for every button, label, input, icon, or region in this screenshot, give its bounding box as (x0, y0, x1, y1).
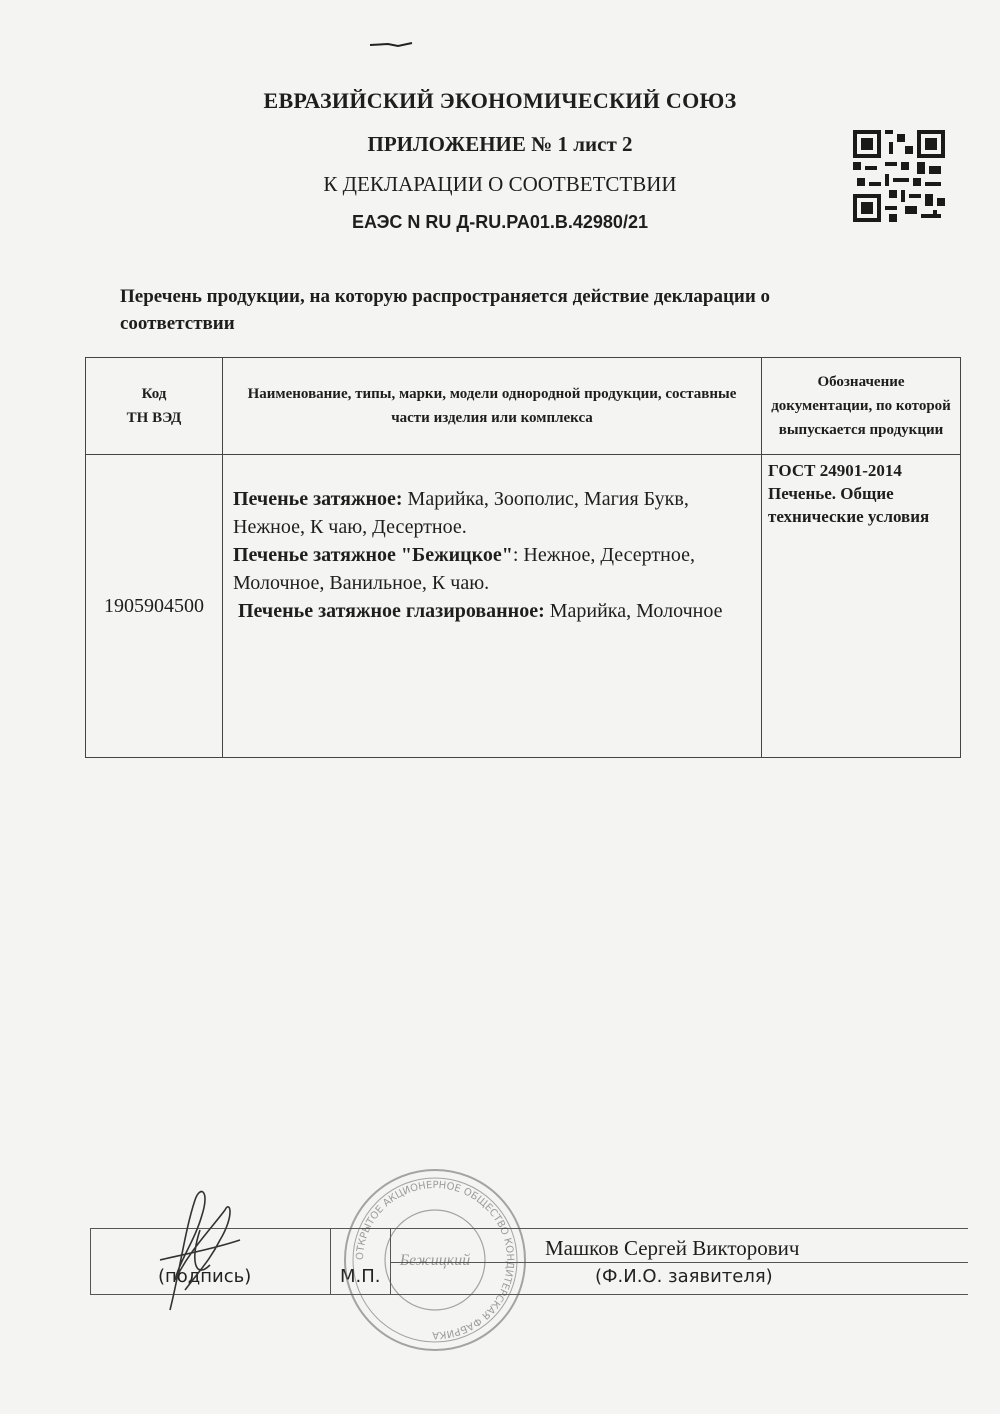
table-header-row (86, 358, 961, 455)
product-item-title: Печенье затяжное: (233, 488, 403, 510)
qr-code-icon (853, 130, 945, 222)
declaration-number: ЕАЭС N RU Д-RU.PA01.B.42980/21 (352, 212, 648, 232)
appendix-title: ПРИЛОЖЕНИЕ № 1 лист 2 (367, 132, 633, 156)
product-item-text: Марийка, Зоополис, Магия Букв, Нежное, К чаю, Десертное. (233, 488, 689, 538)
product-item (233, 541, 753, 597)
union-title: ЕВРАЗИЙСКИЙ ЭКОНОМИЧЕСКИЙ СОЮЗ (263, 88, 737, 113)
svg-text:Бежицкий: Бежицкий (399, 1252, 471, 1269)
product-description (223, 455, 762, 758)
applicant-fio-label: (Ф.И.О. заявителя) (595, 1266, 773, 1287)
product-item (233, 485, 753, 541)
tnved-code: 1905904500 (86, 455, 223, 758)
product-item-title: Печенье затяжное глазированное: (238, 600, 545, 622)
product-item-title: Печенье затяжное "Бежицкое" (233, 544, 513, 566)
product-table (85, 357, 961, 758)
handwritten-mark (368, 38, 414, 50)
header-code-line1: Код (141, 386, 167, 402)
product-item (233, 597, 753, 625)
declaration-subtitle: К ДЕКЛАРАЦИИ О СООТВЕТСТВИИ (323, 172, 677, 196)
table-row (86, 455, 961, 758)
product-item-text: Марийка, Молочное (544, 600, 723, 622)
svg-text:ОТКРЫТОЕ АКЦИОНЕРНОЕ ОБЩЕСТВО: ОТКРЫТОЕ АКЦИОНЕРНОЕ ОБЩЕСТВО КОНДИТЕРСКАЯ ФАБРИКА (354, 1179, 516, 1341)
company-seal-stamp (340, 1165, 530, 1355)
header-code-line2: ТН ВЭД (126, 410, 182, 426)
handwritten-signature (140, 1170, 260, 1320)
product-list-intro: Перечень продукции, на которую распространяется действие декларации о соответствии (120, 286, 771, 334)
header-name: Наименование, типы, марки, модели однородной продукции, составные части изделия или комплекса (223, 358, 762, 455)
seal-place-label: М.П. (340, 1266, 381, 1287)
applicant-name: Машков Сергей Викторович (545, 1236, 800, 1260)
header-code (86, 358, 223, 455)
standard-reference: ГОСТ 24901-2014 Печенье. Общие технические условия (762, 455, 961, 758)
divider (330, 1228, 331, 1294)
divider (90, 1228, 91, 1294)
signature-label: (подпись) (158, 1266, 252, 1287)
product-item-text: : Нежное, Десертное, Молочное, Ванильное, К чаю. (233, 544, 695, 594)
header-docs: Обозначение документации, по которой выпускается продукции (762, 358, 961, 455)
